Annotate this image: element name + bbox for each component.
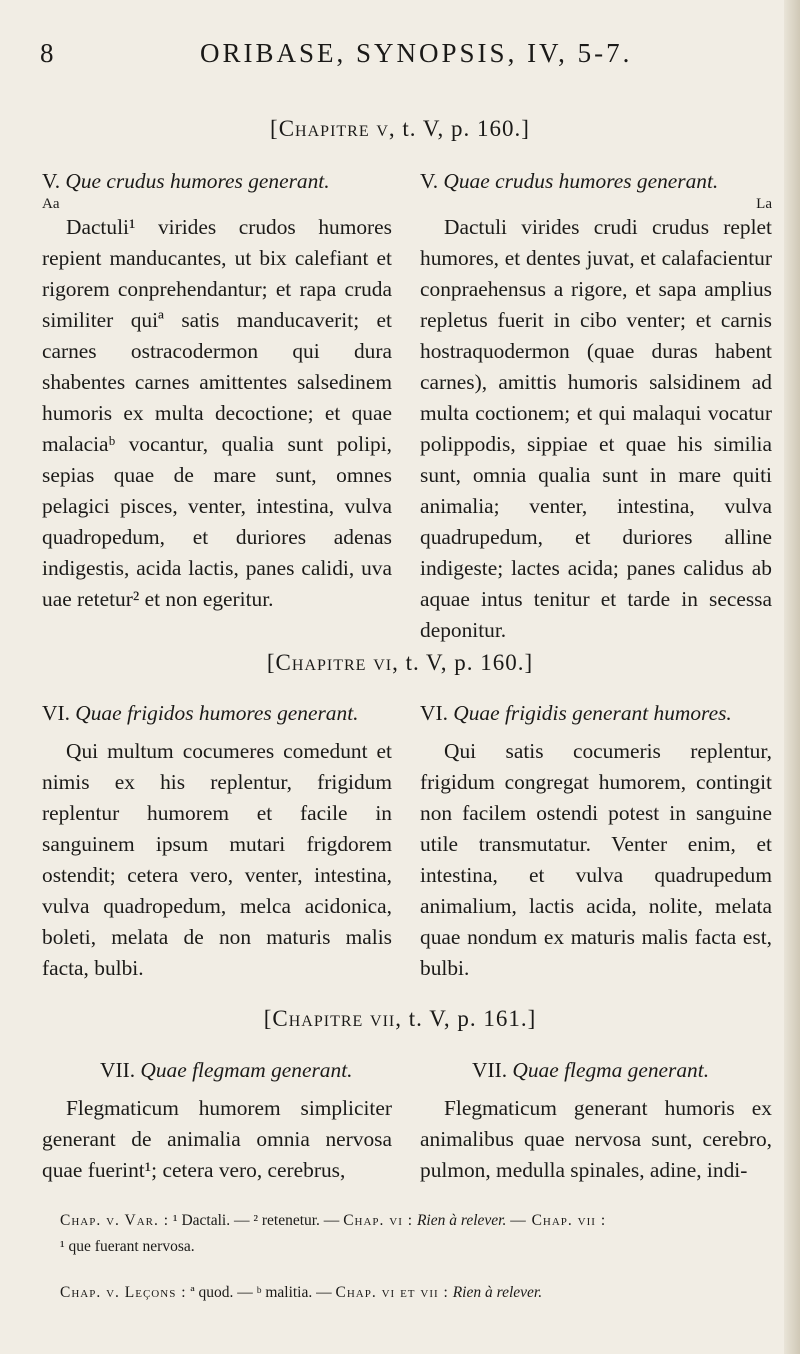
- footnote-text: ª quod. — ᵇ malitia. —: [190, 1284, 332, 1301]
- chapter-7-right-column: [420, 1055, 772, 1186]
- chapter-text: Qui multum cocumeres comedunt et nimis ex his replentur, frigidum replentur humorem et facile in sanguinem ipsum mutari frigdorem ostendit; cetera vero, venter, intestina, vulva quadropedum, melca acidonica, boleti, melata de non maturis malis facta, bulbi.: [42, 739, 392, 980]
- heading-reference: , t. V, p. 160.]: [388, 116, 530, 141]
- readings-footnote: [60, 1280, 780, 1306]
- footnote-text: ¹ que fuerant nervosa.: [60, 1238, 195, 1255]
- footnote-text: Rien à relever.: [416, 1212, 507, 1229]
- chapter-number: VI.: [420, 701, 448, 725]
- footnote-label: Chap. vi :: [343, 1212, 414, 1229]
- chapter-text: Dactuli virides crudi crudus replet humores, et dentes juvat, et calafacientur conpraehensus a rigore, et sapa amplius repletus fuerit in cibo venter; et carnis hostraquodermon (quae duras habent carnes), amittis humoris salsidinem ad multa coctionem; et qui malaqui vocatur polippodis, sippiae et quae his similia sunt, omnia qualia sunt in mare quiti animalia; venter, intestina, vulva quadrupedum, et duriores alline indigeste; lactes acida; panes calidus ab aquae intus tenitur et tarde in secessa deponitur.: [420, 215, 772, 642]
- heading-chapitre: Chapitre v: [278, 116, 389, 141]
- running-title: ORIBASE, SYNOPSIS, IV, 5-7.: [200, 38, 633, 68]
- chapter-number: VI.: [42, 701, 70, 725]
- chapter-title: [42, 698, 392, 728]
- heading-reference: , t. V, p. 161.]: [395, 1006, 537, 1031]
- chapter-6-right-column: [420, 698, 772, 984]
- page-number: 8: [40, 38, 54, 68]
- chapter-title-text: Que crudus humores generant.: [65, 169, 330, 193]
- chapter-title: [42, 1055, 392, 1085]
- heading-bracket: [: [270, 116, 279, 141]
- footnote-text: ¹ Dactali. — ² retenetur. —: [172, 1212, 340, 1229]
- page-edge: [784, 0, 800, 1354]
- running-header: [40, 38, 780, 69]
- chapter-5-right-column: [420, 166, 772, 646]
- heading-bracket: [: [263, 1006, 273, 1031]
- chapter-title-text: Quae frigidos humores generant.: [75, 701, 359, 725]
- chapter-text: Dactuli¹ virides crudos humores repient manducantes, ut bix calefiant et rigorem conprehendantur; et rapa cruda similiter quiª satis manducaverit; et carnes ostracodermon qui dura shabentes carnes amittentes salsedinem humoris ex multa decoctione; et quae malaciaᵇ vocantur, qualia sunt polipi, sepias quae de mare sunt, omnes pelagici pisces, venter, intestina, vulva quadropedum, et duriores adenas indigestis, acida lactis, panes calidi, uva uae retetur² et non egeritur.: [42, 215, 392, 611]
- chapter-heading-5: [0, 116, 800, 142]
- chapter-7-left-column: [42, 1055, 392, 1186]
- chapter-6-left-column: [42, 698, 392, 984]
- chapter-5-left-column: [42, 166, 392, 615]
- footnote-label: Chap. v. Leçons :: [60, 1284, 187, 1301]
- heading-chapitre: Chapitre vi: [275, 650, 393, 675]
- chapter-title: [420, 698, 772, 728]
- chapter-title-text: Quae flegma generant.: [512, 1058, 710, 1082]
- chapter-text: Flegmaticum generant humoris ex animalibus quae nervosa sunt, cerebro, pulmon, medulla spinales, adine, indi-: [420, 1096, 772, 1182]
- heading-bracket: [: [266, 650, 276, 675]
- heading-reference: , t. V, p. 160.]: [392, 650, 534, 675]
- chapter-title: [420, 166, 772, 196]
- chapter-number: VII.: [100, 1058, 136, 1082]
- chapter-heading-6: [0, 650, 800, 676]
- chapter-number: VII.: [472, 1058, 508, 1082]
- chapter-text: Qui satis cocumeris replentur, frigidum congregat humorem, contingit non facilem ostendi potest in sanguine utile transmutatur. Venter enim, et intestina, et vulva quadrupedum animalium, lactis acida, nolite, melata quae nondum ex maturis malis facta est, bulbi.: [420, 739, 772, 980]
- manuscript-siglum: Aa: [42, 196, 60, 212]
- chapter-heading-7: [0, 1006, 800, 1032]
- heading-chapitre: Chapitre vii: [272, 1006, 396, 1031]
- variants-footnote: [60, 1208, 780, 1260]
- footnote-label: Chap. v. Var. :: [60, 1212, 170, 1229]
- chapter-title: [420, 1055, 772, 1085]
- chapter-title-text: Quae crudus humores generant.: [443, 169, 719, 193]
- chapter-text: Flegmaticum humorem simpliciter generant de animalia omnia nervosa quae fuerint¹; cetera vero, cerebrus,: [42, 1096, 392, 1182]
- manuscript-siglum: La: [756, 196, 772, 212]
- chapter-title-text: Quae flegmam generant.: [140, 1058, 353, 1082]
- chapter-number: V.: [420, 169, 439, 193]
- footnote-text: Rien à relever.: [452, 1284, 543, 1301]
- chapter-number: V.: [42, 169, 61, 193]
- chapter-title-text: Quae frigidis generant humores.: [453, 701, 732, 725]
- footnote-label: Chap. vi et vii :: [335, 1284, 449, 1301]
- footnote-label: — Chap. vii :: [510, 1212, 607, 1229]
- chapter-title: [42, 166, 392, 196]
